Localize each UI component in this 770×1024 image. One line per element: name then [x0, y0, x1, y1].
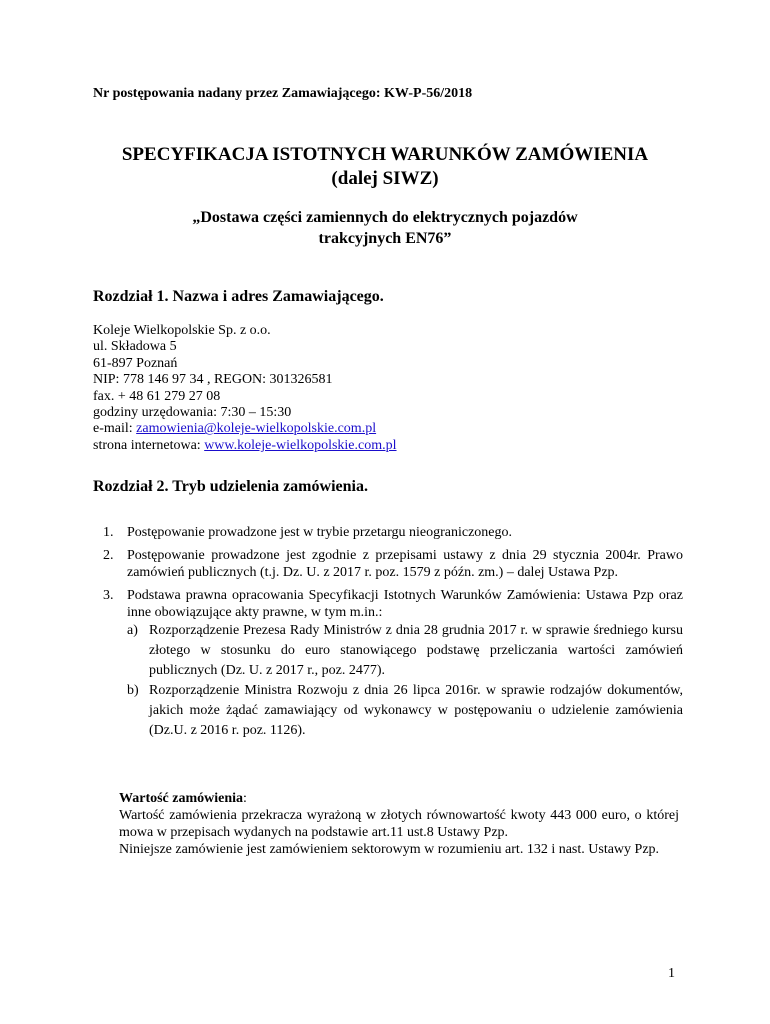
title-line-1: SPECYFIKACJA ISTOTNYCH WARUNKÓW ZAMÓWIENIA [121, 144, 649, 165]
website-link[interactable]: www.koleje-wielkopolskie.com.pl [204, 437, 397, 453]
tax-ids: NIP: 778 146 97 34 , REGON: 301326581 [93, 372, 333, 388]
email-link[interactable]: zamowienia@koleje-wielkopolskie.com.pl [136, 421, 377, 437]
sub-list-item [127, 621, 683, 681]
sub-list-item-letter: b) [127, 683, 139, 698]
order-value-heading-line [119, 790, 679, 807]
postal-city: 61-897 Poznań [93, 355, 178, 371]
procedure-reference: Nr postępowania nadany przez Zamawiającego: KW-P-56/2018 [93, 86, 473, 101]
document-title [40, 143, 730, 191]
sub-list-item-text: Rozporządzenie Ministra Rozwoju z dnia 26 lipca 2016r. w sprawie rodzajów dokumentów, jakich może żądać zamawiający od wykonawcy w postępowaniu o udzielenie zamówienia (Dz.U. z 2016 r. poz. 1126). [149, 683, 683, 738]
document-subtitle [40, 207, 730, 249]
order-value-paragraph-2: Niniejsze zamówienie jest zamówieniem sektorowym w rozumieniu art. 132 i nast. Ustawy Pzp. [119, 842, 660, 857]
street-address: ul. Składowa 5 [93, 339, 177, 355]
list-item-text: Postępowanie prowadzone jest zgodnie z przepisami ustawy z dnia 29 stycznia 2004r. Prawo zamówień publicznych (t.j. Dz. U. z 2017 r. poz. 1579 z późn. zm.) – dalej Ustawa Pzp. [127, 548, 683, 580]
list-item [93, 547, 683, 581]
list-item-text: Postępowanie prowadzone jest w trybie przetargu nieograniczonego. [127, 525, 512, 540]
list-item-number: 2. [103, 548, 114, 563]
order-value-block [119, 790, 679, 858]
sub-list-item [127, 681, 683, 741]
office-hours: godziny urzędowania: 7:30 – 15:30 [93, 405, 292, 421]
procedure-list [93, 524, 683, 747]
subtitle-line-1: „Dostawa części zamiennych do elektrycznych pojazdów [192, 209, 578, 226]
section-2-heading: Rozdział 2. Tryb udzielenia zamówienia. [93, 478, 368, 495]
list-item [93, 587, 683, 741]
order-value-paragraph-1: Wartość zamówienia przekracza wyrażoną w złotych równowartość kwoty 443 000 euro, o której mowa w przepisach wydanych na podstawie art.11 ust.8 Ustawy Pzp. [119, 808, 679, 840]
list-item-number: 3. [103, 588, 114, 603]
contracting-authority-address [93, 323, 397, 454]
sub-list-item-text: Rozporządzenie Prezesa Rady Ministrów z dnia 28 grudnia 2017 r. w sprawie średniego kursu złotego w stosunku do euro stanowiącego podstawę przeliczania wartości zamówień publicznych (Dz. U. z 2017 r., poz. 2477). [149, 623, 683, 678]
section-1-heading: Rozdział 1. Nazwa i adres Zamawiającego. [93, 288, 384, 305]
page-number: 1 [668, 966, 675, 981]
order-value-colon: : [243, 791, 247, 806]
website-label: strona internetowa: [93, 437, 205, 453]
list-item [93, 524, 683, 541]
subtitle-line-2: trakcyjnych EN76” [318, 230, 452, 247]
fax-number: fax. + 48 61 279 27 08 [93, 388, 221, 404]
email-line [93, 421, 397, 437]
order-value-heading: Wartość zamówienia [119, 791, 244, 806]
website-line [93, 438, 397, 454]
list-item-number: 1. [103, 525, 114, 540]
title-line-2: (dalej SIWZ) [331, 168, 439, 189]
list-item-text: Podstawa prawna opracowania Specyfikacji Istotnych Warunków Zamówienia: Ustawa Pzp oraz inne obowiązujące akty prawne, w tym m.in.: [127, 588, 683, 620]
email-label: e-mail: [93, 421, 137, 437]
company-name: Koleje Wielkopolskie Sp. z o.o. [93, 323, 271, 338]
sub-list-item-letter: a) [127, 623, 138, 638]
